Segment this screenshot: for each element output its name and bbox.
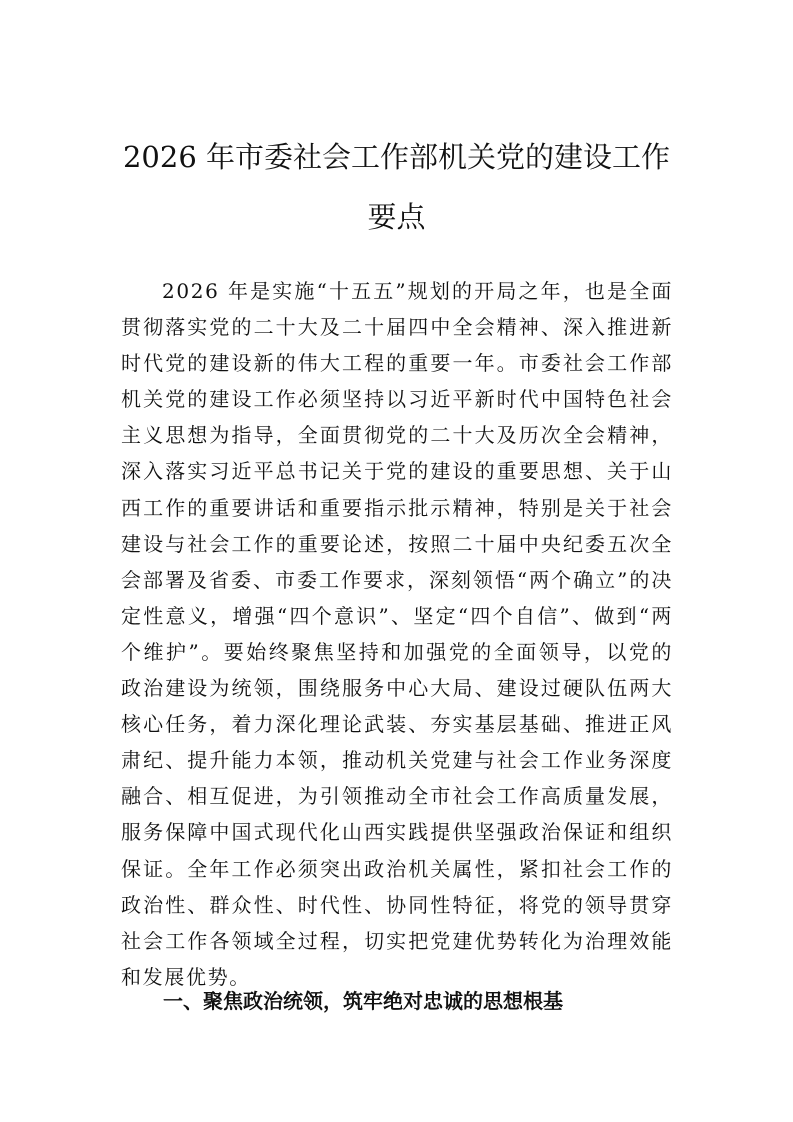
document-title-line-2: 要点 (367, 200, 426, 234)
intro-paragraph: 2026 年是实施“十五五”规划的开局之年，也是全面贯彻落实党的二十大及二十届四中全会精神、深入推进新时代党的建设新的伟大工程的重要一年。市委社会工作部机关党的建设工作必须坚持以习近平新时代中国特色社会主义思想为指导，全面贯彻党的二十大及历次全会精神，深入落实习近平总书记关于党的建设的重要思想、关于山西工作的重要讲话和重要指示批示精神，特别是关于社会建设与社会工作的重要论述，按照二十届中央纪委五次全会部署及省委、市委工作要求，深刻领悟“两个确立”的决定性意义，增强“四个意识”、坚定“四个自信”、做到“两个维护”。要始终聚焦坚持和加强党的全面领导，以党的政治建设为统领，围绕服务中心大局、建设过硬队伍两大核心任务，着力深化理论武装、夯实基层基础、推进正风肃纪、提升能力本领，推动机关党建与社会工作业务深度融合、相互促进，为引领推动全市社会工作高质量发展，服务保障中国式现代化山西实践提供坚强政治保证和组织保证。全年工作必须突出政治机关属性，紧扣社会工作的政治性、群众性、时代性、协同性特征，将党的领导贯穿社会工作各领域全过程，切实把党建优势转化为治理效能和发展优势。 (121, 279, 673, 989)
section-heading-1: 一、聚焦政治统领，筑牢绝对忠诚的思想根基 (163, 989, 563, 1013)
document-title-line-1: 2026 年市委社会工作部机关党的建设工作 (122, 140, 671, 174)
